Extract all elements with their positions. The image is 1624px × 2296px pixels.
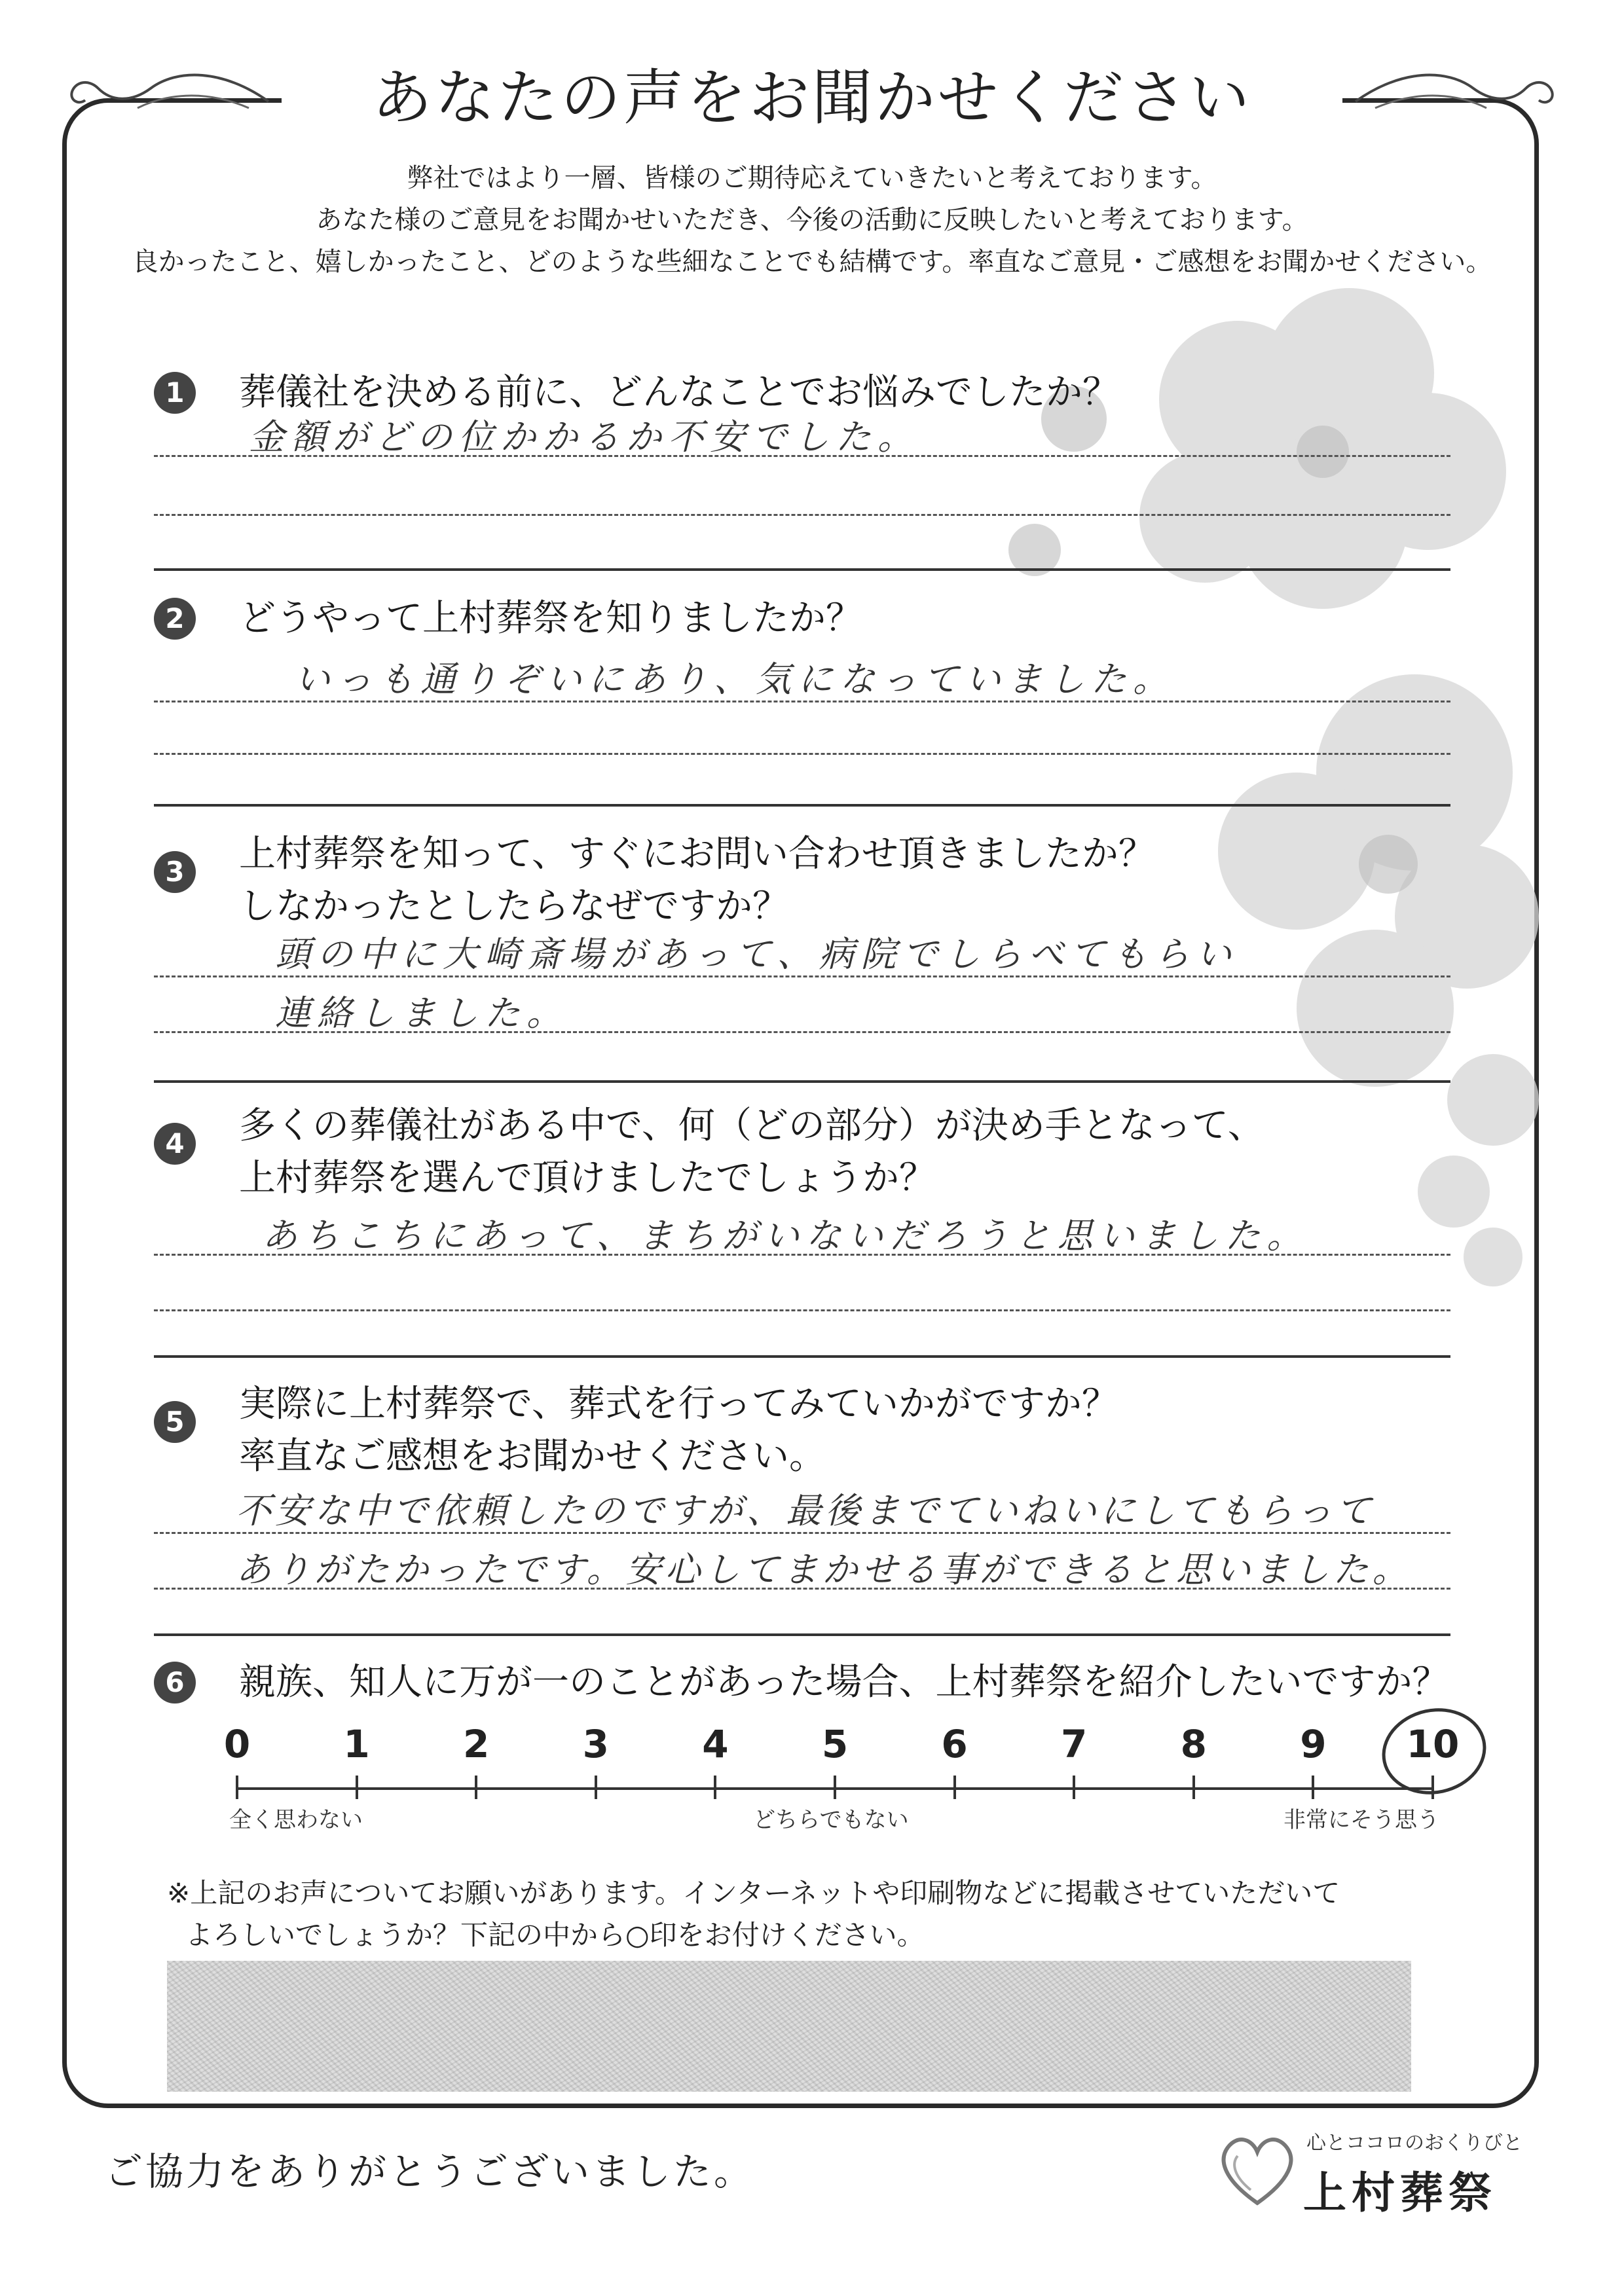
answer-line bbox=[154, 1309, 1450, 1311]
question-text: 親族、知人に万が一のことがあった場合、上村葬祭を紹介したいですか？ bbox=[239, 1661, 1449, 1704]
title-banner bbox=[282, 46, 1342, 151]
question-text: 葬儀社を決める前に、どんなことでお悩みでしたか？ bbox=[239, 371, 1119, 414]
answer-line bbox=[154, 1588, 1450, 1590]
publication-notice bbox=[167, 1872, 1340, 1956]
answer-line bbox=[154, 975, 1450, 977]
scale-tick bbox=[595, 1776, 597, 1799]
scale-tick-label[interactable]: 4 bbox=[702, 1722, 729, 1766]
notice-line: ※上記のお声についてお願いがあります。インターネットや印刷物などに掲載させていただいて bbox=[167, 1877, 1340, 1909]
section-divider bbox=[154, 1633, 1450, 1636]
scale-tick bbox=[834, 1776, 836, 1799]
answer-line bbox=[154, 753, 1450, 755]
answer-line bbox=[154, 1254, 1450, 1256]
question-number: 6 bbox=[154, 1662, 196, 1704]
scale-tick-label[interactable]: 1 bbox=[343, 1722, 370, 1766]
scale-tick-label[interactable]: 3 bbox=[582, 1722, 609, 1766]
scale-tick-label[interactable]: 10 bbox=[1406, 1722, 1460, 1766]
answer-text: 不安な中で依頼したのですが、最後までていねいにしてもらって bbox=[236, 1490, 1375, 1531]
question-text: どうやって上村葬祭を知りましたか？ bbox=[239, 597, 862, 640]
intro-line: あなた様のご意見をお聞かせいただき、今後の活動に反映したいと考えております。 bbox=[316, 205, 1308, 235]
answer-text: あちこちにあって、まちがいないだろうと思いました。 bbox=[262, 1215, 1309, 1256]
intro-line: 良かったこと、嬉しかったこと、どのような些細なことでも結構です。率直なご意見・ご感想をお聞かせください。 bbox=[132, 247, 1492, 277]
scale-tick-label[interactable]: 0 bbox=[223, 1722, 251, 1766]
scale-mid-label: どちらでもない bbox=[753, 1807, 909, 1833]
scale-low-label: 全く思わない bbox=[229, 1807, 363, 1833]
scale-tick bbox=[356, 1776, 358, 1799]
answer-line bbox=[154, 1532, 1450, 1534]
answer-text: ありがたかったです。安心してまかせる事ができると思いました。 bbox=[236, 1549, 1412, 1590]
question-number: 4 bbox=[154, 1123, 196, 1165]
scale-tick-label[interactable]: 7 bbox=[1061, 1722, 1088, 1766]
scale-tick bbox=[475, 1776, 477, 1799]
section-divider bbox=[154, 1355, 1450, 1358]
section-divider bbox=[154, 804, 1450, 807]
scale-high-label: 非常にそう思う bbox=[1283, 1807, 1439, 1833]
answer-line bbox=[154, 514, 1450, 516]
section-divider bbox=[154, 1080, 1450, 1083]
question-number: 3 bbox=[154, 851, 196, 893]
notice-line: よろしいでしょうか？下記の中から○印をお付けください。 bbox=[185, 1919, 925, 1951]
question-text: 実際に上村葬祭で、葬式を行ってみていかがですか？ bbox=[239, 1383, 1118, 1425]
question-number: 5 bbox=[154, 1401, 196, 1443]
intro-text bbox=[131, 157, 1493, 283]
answer-line bbox=[154, 1031, 1450, 1033]
answer-line bbox=[154, 455, 1450, 457]
scale-tick-label[interactable]: 9 bbox=[1300, 1722, 1327, 1766]
page-title: あなたの声をお聞かせください bbox=[371, 63, 1252, 133]
scale-tick bbox=[1192, 1776, 1195, 1799]
answer-text: 連絡しました。 bbox=[275, 993, 568, 1034]
answer-line bbox=[154, 701, 1450, 702]
left-flourish-icon bbox=[52, 62, 275, 121]
question-text: 上村葬祭を選んで頂けましたでしょうか？ bbox=[239, 1157, 936, 1199]
section-divider bbox=[154, 568, 1450, 571]
intro-line: 弊社ではより一層、皆様のご期待応えていきたいと考えております。 bbox=[407, 163, 1217, 193]
question-text: 多くの葬儀社がある中で、何（どの部分）が決め手となって、 bbox=[239, 1104, 1264, 1147]
scale-tick bbox=[236, 1776, 238, 1799]
scale-tick bbox=[714, 1776, 716, 1799]
scale-tick bbox=[953, 1776, 956, 1799]
question-text: 上村葬祭を知って、すぐにお問い合わせ頂きましたか？ bbox=[239, 833, 1155, 875]
question-number: 1 bbox=[154, 372, 196, 414]
scale-tick bbox=[1073, 1776, 1075, 1799]
redacted-area bbox=[167, 1961, 1411, 2092]
scale-tick-label[interactable]: 2 bbox=[463, 1722, 490, 1766]
question-number: 2 bbox=[154, 598, 196, 640]
scale-tick-label[interactable]: 5 bbox=[821, 1722, 849, 1766]
question-text: 率直なご感想をお聞かせください。 bbox=[239, 1435, 826, 1478]
heart-logo-icon bbox=[1211, 2124, 1303, 2216]
thanks-text: ご協力をありがとうございました。 bbox=[105, 2149, 755, 2194]
scale-tick-label[interactable]: 6 bbox=[941, 1722, 968, 1766]
answer-text: 金額がどの位かかるか不安でした。 bbox=[249, 416, 919, 458]
answer-text: 頭の中に大崎斎場があって、病院でしらべてもらい bbox=[275, 934, 1238, 975]
scale-tick-label[interactable]: 8 bbox=[1180, 1722, 1207, 1766]
question-text: しなかったとしたらなぜですか？ bbox=[239, 885, 789, 928]
answer-text: いっも通りぞいにあり、気になっていました。 bbox=[295, 659, 1175, 700]
right-flourish-icon bbox=[1349, 62, 1572, 121]
logo-tagline: 心とココロのおくりびと bbox=[1306, 2132, 1522, 2155]
company-logo-name: 上村葬祭 bbox=[1303, 2168, 1497, 2218]
scale-tick bbox=[1312, 1776, 1314, 1799]
